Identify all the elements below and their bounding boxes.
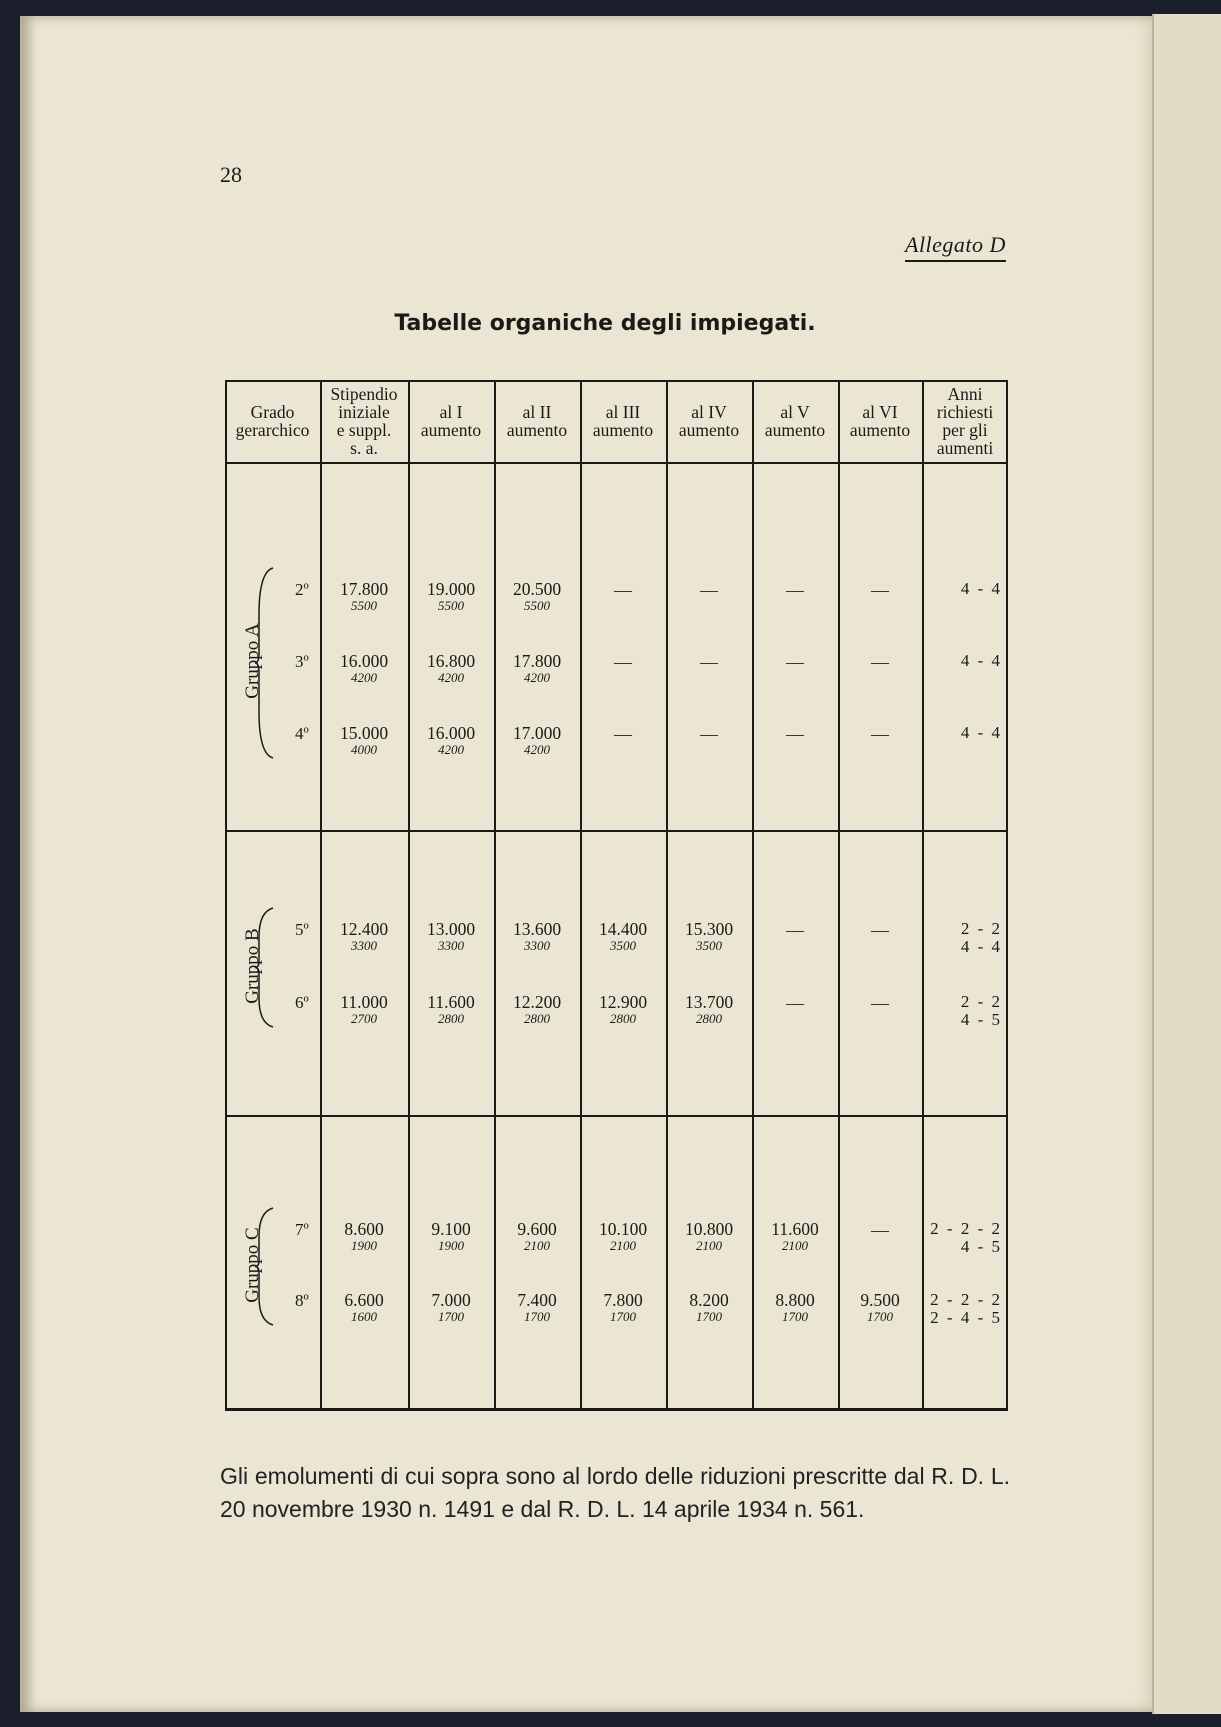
supplement-amount: 4200 (438, 742, 464, 757)
salary-cell (752, 1291, 838, 1325)
column-rule (1006, 380, 1008, 1410)
salary-cell (580, 993, 666, 1027)
supplement-amount: 2800 (524, 1011, 550, 1026)
salary-amount: 20.500 (512, 579, 562, 599)
salary-amount: 7.400 (517, 1290, 557, 1310)
grado-value: 6º (295, 993, 309, 1012)
anni-richiesti: 4 - 4 (960, 651, 1002, 670)
salary-cell (666, 1220, 752, 1254)
column-rule (494, 380, 496, 1410)
anni-richiesti: 2 - 2 4 - 5 (960, 992, 1002, 1029)
anni-richiesti: 2 - 2 4 - 4 (960, 919, 1002, 956)
salary-cell (666, 920, 752, 954)
group-brace (255, 566, 275, 760)
header-rule (225, 462, 1008, 464)
allegato-label: Allegato D (905, 232, 1006, 262)
empty-cell-dash: — (786, 580, 804, 600)
salary-cell (408, 1220, 494, 1254)
supplement-amount: 2100 (524, 1238, 550, 1253)
grado-value: 2º (295, 580, 309, 599)
supplement-amount: 1600 (351, 1309, 377, 1324)
column-header-text: al II aumento (506, 402, 568, 440)
salary-amount: 7.800 (603, 1290, 643, 1310)
supplement-amount: 1700 (438, 1309, 464, 1324)
salary-cell (320, 724, 408, 758)
salary-cell (752, 1220, 838, 1254)
salary-amount: 10.800 (684, 1219, 734, 1239)
column-header-text: Stipendio iniziale e suppl. s. a. (330, 384, 398, 458)
column-header (752, 380, 838, 462)
salary-amount: 17.000 (512, 723, 562, 743)
supplement-amount: 2100 (696, 1238, 722, 1253)
supplement-amount: 3300 (351, 938, 377, 953)
anni-richiesti: 2 - 2 - 2 4 - 5 (930, 1219, 1002, 1256)
salary-cell (580, 1291, 666, 1325)
supplement-amount: 4200 (524, 742, 550, 757)
supplement-amount: 2800 (610, 1011, 636, 1026)
column-header (494, 380, 580, 462)
column-rule (838, 380, 840, 1410)
column-header-text: Grado gerarchico (235, 402, 310, 440)
anni-richiesti: 4 - 4 (960, 579, 1002, 598)
supplement-amount: 1700 (696, 1309, 722, 1324)
column-header-text: al I aumento (420, 402, 482, 440)
empty-cell-dash: — (871, 580, 889, 600)
salary-cell (320, 652, 408, 686)
anni-richiesti: 2 - 2 - 2 2 - 4 - 5 (930, 1290, 1002, 1327)
salary-cell (494, 1291, 580, 1325)
column-header-text: Anni richiesti per gli aumenti (936, 384, 994, 458)
supplement-amount: 1700 (782, 1309, 808, 1324)
empty-cell-dash: — (786, 652, 804, 672)
supplement-amount: 5500 (438, 598, 464, 613)
salary-amount: 11.600 (771, 1219, 819, 1239)
column-header (580, 380, 666, 462)
supplement-amount: 1900 (351, 1238, 377, 1253)
salary-cell (320, 1291, 408, 1325)
supplement-amount: 1700 (524, 1309, 550, 1324)
empty-cell-dash: — (871, 652, 889, 672)
column-header-text: al V aumento (764, 402, 826, 440)
salary-cell (408, 724, 494, 758)
group-brace (255, 1206, 275, 1327)
empty-cell-dash: — (871, 920, 889, 940)
salary-amount: 11.000 (340, 992, 388, 1012)
salary-cell (494, 920, 580, 954)
supplement-amount: 3300 (438, 938, 464, 953)
salary-amount: 16.800 (426, 651, 476, 671)
empty-cell-dash: — (700, 652, 718, 672)
salary-amount: 13.000 (426, 919, 476, 939)
salary-cell (580, 1220, 666, 1254)
empty-cell-dash: — (871, 993, 889, 1013)
group-brace (255, 906, 275, 1029)
salary-cell (494, 724, 580, 758)
empty-cell-dash: — (871, 1220, 889, 1240)
grado-value: 4º (295, 724, 309, 743)
salary-cell (838, 1291, 922, 1325)
salary-cell (320, 1220, 408, 1254)
column-rule (752, 380, 754, 1410)
supplement-amount: 2100 (782, 1238, 808, 1253)
footnote: Gli emolumenti di cui sopra sono al lordo delle riduzioni prescritte dal R. D. L. 20 novembre 1930 n. 1491 e dal R. D. L. 14 aprile 1934 n. 561. (220, 1463, 1010, 1522)
salary-amount: 13.600 (512, 919, 562, 939)
group-label: Gruppo B (242, 927, 263, 1004)
group-divider-rule (225, 1115, 1008, 1117)
supplement-amount: 1700 (867, 1309, 893, 1324)
column-rule (580, 380, 582, 1410)
empty-cell-dash: — (614, 652, 632, 672)
salary-amount: 12.400 (339, 919, 389, 939)
salary-amount: 12.200 (512, 992, 562, 1012)
column-rule (408, 380, 410, 1410)
supplement-amount: 3500 (696, 938, 722, 953)
column-header (320, 380, 408, 462)
supplement-amount: 3500 (610, 938, 636, 953)
salary-amount: 16.000 (426, 723, 476, 743)
empty-cell-dash: — (871, 724, 889, 744)
supplement-amount: 1700 (610, 1309, 636, 1324)
salary-amount: 19.000 (426, 579, 476, 599)
supplement-amount: 5500 (351, 598, 377, 613)
salary-amount: 15.300 (684, 919, 734, 939)
grado-value: 5º (295, 920, 309, 939)
salary-amount: 14.400 (598, 919, 648, 939)
salary-amount: 9.600 (517, 1219, 557, 1239)
salary-cell (408, 993, 494, 1027)
salary-amount: 13.700 (684, 992, 734, 1012)
empty-cell-dash: — (614, 724, 632, 744)
table-bottom-rule (225, 1408, 1008, 1411)
salary-cell (408, 1291, 494, 1325)
page-number: 28 (220, 162, 242, 187)
salary-amount: 9.500 (860, 1290, 900, 1310)
salary-amount: 17.800 (512, 651, 562, 671)
column-header-text: al III aumento (592, 402, 654, 440)
supplement-amount: 5500 (524, 598, 550, 613)
column-header (225, 380, 320, 462)
salary-cell (494, 652, 580, 686)
grado-value: 7º (295, 1220, 309, 1239)
salary-amount: 7.000 (431, 1290, 471, 1310)
empty-cell-dash: — (786, 724, 804, 744)
salary-cell (666, 1291, 752, 1325)
supplement-amount: 4000 (351, 742, 377, 757)
supplement-amount: 4200 (351, 670, 377, 685)
column-header-text: al IV aumento (678, 402, 740, 440)
empty-cell-dash: — (700, 724, 718, 744)
salary-cell (408, 652, 494, 686)
salary-amount: 10.100 (598, 1219, 648, 1239)
supplement-amount: 1900 (438, 1238, 464, 1253)
salary-amount: 12.900 (598, 992, 648, 1012)
salary-amount: 17.800 (339, 579, 389, 599)
supplement-amount: 2100 (610, 1238, 636, 1253)
group-label: Gruppo A (242, 623, 263, 699)
salary-amount: 16.000 (339, 651, 389, 671)
salary-amount: 9.100 (431, 1219, 471, 1239)
anni-richiesti: 4 - 4 (960, 723, 1002, 742)
salary-cell (494, 580, 580, 614)
salary-amount: 8.600 (344, 1219, 384, 1239)
empty-cell-dash: — (614, 580, 632, 600)
grado-value: 3º (295, 652, 309, 671)
salary-amount: 6.600 (344, 1290, 384, 1310)
column-header-text: al VI aumento (849, 402, 911, 440)
salary-cell (666, 993, 752, 1027)
salary-cell (408, 580, 494, 614)
column-header (408, 380, 494, 462)
organic-table (225, 380, 1008, 1410)
salary-cell (494, 1220, 580, 1254)
column-header (666, 380, 752, 462)
column-header (922, 380, 1008, 462)
salary-cell (580, 920, 666, 954)
salary-amount: 15.000 (339, 723, 389, 743)
salary-cell (320, 920, 408, 954)
supplement-amount: 2800 (696, 1011, 722, 1026)
salary-amount: 8.200 (689, 1290, 729, 1310)
empty-cell-dash: — (786, 920, 804, 940)
group-divider-rule (225, 830, 1008, 832)
salary-amount: 8.800 (775, 1290, 815, 1310)
column-rule (922, 380, 924, 1410)
column-rule (666, 380, 668, 1410)
table-title: Tabelle organiche degli impiegati. (394, 311, 816, 336)
supplement-amount: 2700 (351, 1011, 377, 1026)
supplement-amount: 4200 (524, 670, 550, 685)
salary-cell (494, 993, 580, 1027)
book-spine-edge (1152, 14, 1221, 1714)
empty-cell-dash: — (786, 993, 804, 1013)
salary-cell (320, 580, 408, 614)
column-rule (320, 380, 322, 1410)
supplement-amount: 2800 (438, 1011, 464, 1026)
grado-value: 8º (295, 1291, 309, 1310)
salary-amount: 11.600 (427, 992, 475, 1012)
supplement-amount: 3300 (524, 938, 550, 953)
column-rule (225, 380, 227, 1410)
salary-cell (408, 920, 494, 954)
supplement-amount: 4200 (438, 670, 464, 685)
empty-cell-dash: — (700, 580, 718, 600)
group-label: Gruppo C (242, 1226, 263, 1303)
salary-cell (320, 993, 408, 1027)
column-header (838, 380, 922, 462)
